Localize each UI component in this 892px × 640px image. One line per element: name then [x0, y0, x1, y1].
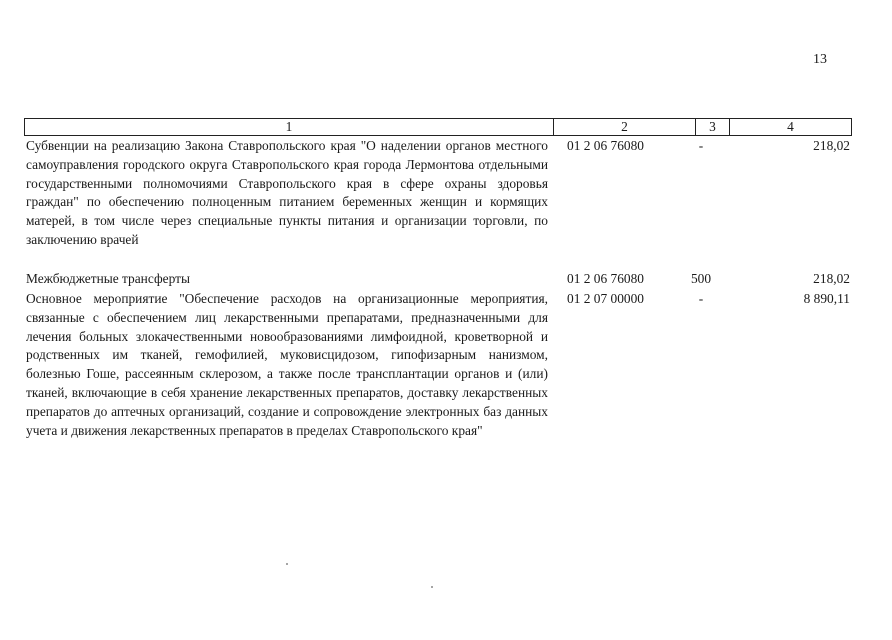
- row-amount: 8 890,11: [803, 291, 850, 306]
- row-description: Межбюджетные трансферты: [26, 271, 190, 286]
- row-expense-type: -: [698, 138, 704, 153]
- scan-speck: [286, 563, 288, 565]
- row-amount: 218,02: [813, 271, 850, 286]
- table-header-row: [24, 118, 852, 136]
- scan-speck: [431, 586, 433, 588]
- row-expense-type: 500: [690, 271, 712, 286]
- page-number: 13: [813, 52, 827, 67]
- column-header-1: 1: [25, 119, 554, 135]
- row-code: 01 2 06 76080: [567, 138, 644, 153]
- row-description: Субвенции на реализацию Закона Ставропольского края "О наделении органов местного самоуправления городского округа Ставропольского края города Лермонтова отдельными государственными полномочиями Ставропольского края в сфере охраны здоровья граждан" по обеспечению полноценным питанием беременных женщин и кормящих матерей, в том числе через специальные пункты питания и организации торговли, по заключению врачей: [26, 138, 548, 247]
- row-code: 01 2 07 00000: [567, 291, 644, 306]
- row-description: Основное мероприятие "Обеспечение расходов на организационные мероприятия, связанные с обеспечением лиц лекарственными препаратами, предназначенными для лечения больных злокачественными новообразованиями лимфоидной, кроветворной и родственных им тканей, гемофилией, муковисцидозом, гипофизарным нанизмом, болезнью Гоше, рассеянным склерозом, а также после трансплантации органов и (или) тканей, включающие в себя хранение лекарственных препаратов, доставку лекарственных препаратов до аптечных организаций, создание и сопровождение электронных баз данных учета и движения лекарственных препаратов в пределах Ставропольского края": [26, 291, 548, 438]
- row-expense-type: -: [698, 291, 704, 306]
- column-header-4: 4: [787, 119, 794, 134]
- row-amount: 218,02: [813, 138, 850, 153]
- column-header-3: 3: [696, 119, 730, 135]
- row-code: 01 2 06 76080: [567, 271, 644, 286]
- column-header-2: 2: [554, 119, 696, 135]
